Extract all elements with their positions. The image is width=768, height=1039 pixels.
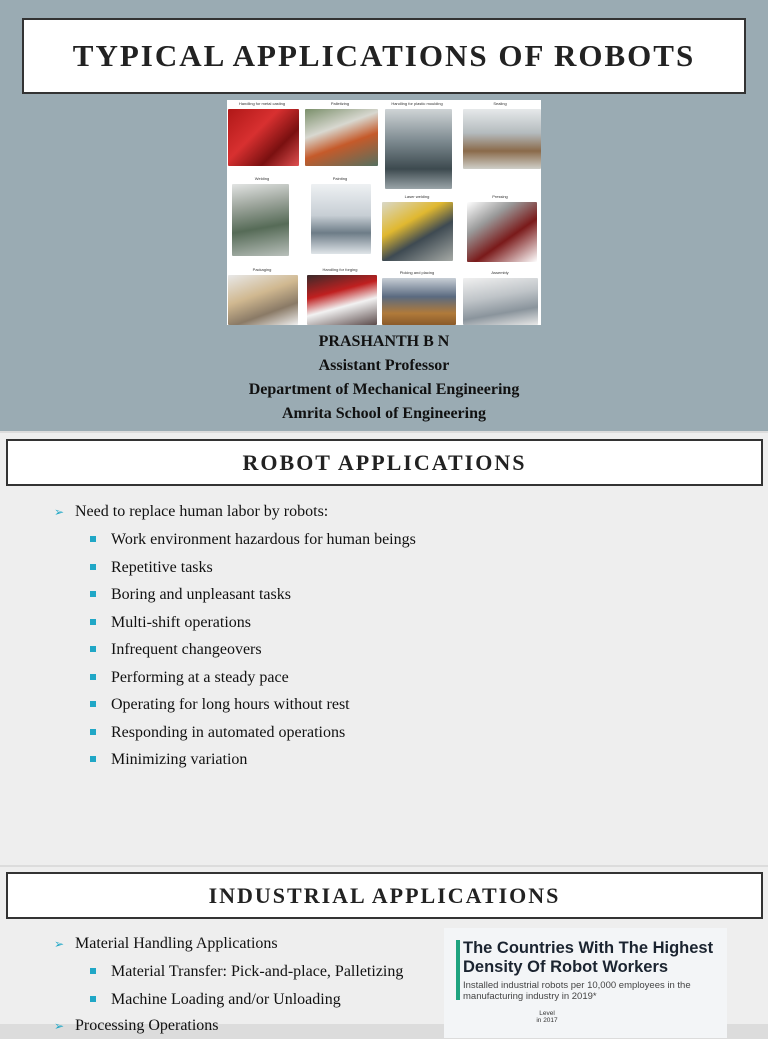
list-item: Material Transfer: Pick-and-place, Palletizing	[90, 958, 403, 986]
title-slide	[0, 0, 768, 431]
list-item: Operating for long hours without rest	[90, 691, 416, 719]
collage-caption: Pressing	[492, 194, 508, 199]
author-institution: Amrita School of Engineering	[282, 405, 486, 422]
sub-bullet-list	[90, 958, 403, 1013]
photo-packaging	[228, 275, 298, 325]
slide-title: INDUSTRIAL APPLICATIONS	[208, 882, 561, 908]
level-label	[536, 1010, 558, 1024]
collage-caption: Packaging	[252, 267, 272, 272]
bullet-text: Processing Operations	[75, 1017, 219, 1034]
accent-bar	[456, 940, 460, 1000]
list-item: Performing at a steady pace	[90, 664, 416, 692]
photo-metal-casting	[228, 109, 299, 166]
list-item	[54, 499, 416, 774]
photo-assembly	[463, 278, 538, 325]
list-item: Repetitive tasks	[90, 554, 416, 582]
list-item	[54, 1013, 403, 1039]
list-item: Minimizing variation	[90, 746, 416, 774]
list-item: Work environment hazardous for human beings	[90, 526, 416, 554]
title-banner	[22, 18, 746, 94]
list-item	[54, 931, 403, 1013]
list-item: Responding in automated operations	[90, 719, 416, 747]
collage-caption: Palletizing	[330, 101, 350, 106]
author-block	[0, 330, 768, 426]
collage-caption: Handling for forging	[322, 267, 358, 272]
photo-laser-welding	[382, 202, 453, 261]
collage-caption: Sealing	[493, 101, 507, 106]
author-department: Department of Mechanical Engineering	[248, 381, 520, 398]
list-item: Infrequent changeovers	[90, 636, 416, 664]
robot-applications-collage	[227, 100, 541, 325]
photo-palletizing	[305, 109, 378, 166]
collage-caption: Handling for metal casting	[238, 101, 286, 106]
photo-picking-placing	[382, 278, 456, 325]
photo-welding	[232, 184, 289, 256]
list-item: Multi-shift operations	[90, 609, 416, 637]
author-designation: Assistant Professor	[318, 357, 450, 374]
photo-plastic-moulding	[385, 109, 452, 189]
section-banner	[6, 872, 763, 919]
collage-caption: Picking and placing	[399, 270, 435, 275]
robot-density-infographic	[444, 928, 727, 1038]
collage-caption: Handling for plastic moulding	[391, 101, 443, 106]
bullet-text: Material Handling Applications	[75, 935, 278, 952]
infographic-subtitle: Installed industrial robots per 10,000 employees in the manufacturing industry in 2019*	[463, 980, 691, 1002]
bullet-list	[54, 499, 416, 774]
slide-title: TYPICAL APPLICATIONS OF ROBOTS	[72, 38, 696, 73]
bullet-text: Need to replace human labor by robots:	[75, 503, 329, 520]
level-label-text: Level in 2017	[536, 1010, 558, 1024]
section-banner	[6, 439, 763, 486]
photo-forging	[307, 275, 377, 325]
industrial-applications-slide	[0, 867, 768, 1034]
author-name: PRASHANTH B N	[318, 333, 450, 350]
collage-caption: Painting	[332, 176, 348, 181]
bullet-list	[54, 931, 403, 1039]
sub-bullet-list	[90, 526, 416, 774]
collage-caption: Assembly	[491, 270, 509, 275]
list-item: Boring and unpleasant tasks	[90, 581, 416, 609]
infographic-title: The Countries With The Highest Density Of Robot Workers	[463, 939, 714, 976]
photo-painting	[311, 184, 371, 254]
robot-applications-slide	[0, 433, 768, 865]
collage-caption: Welding	[254, 176, 270, 181]
list-item: Machine Loading and/or Unloading	[90, 986, 403, 1014]
photo-sealing	[463, 109, 541, 169]
photo-pressing	[467, 202, 537, 262]
collage-caption: Laser welding	[404, 194, 430, 199]
slide-title: ROBOT APPLICATIONS	[242, 449, 527, 475]
